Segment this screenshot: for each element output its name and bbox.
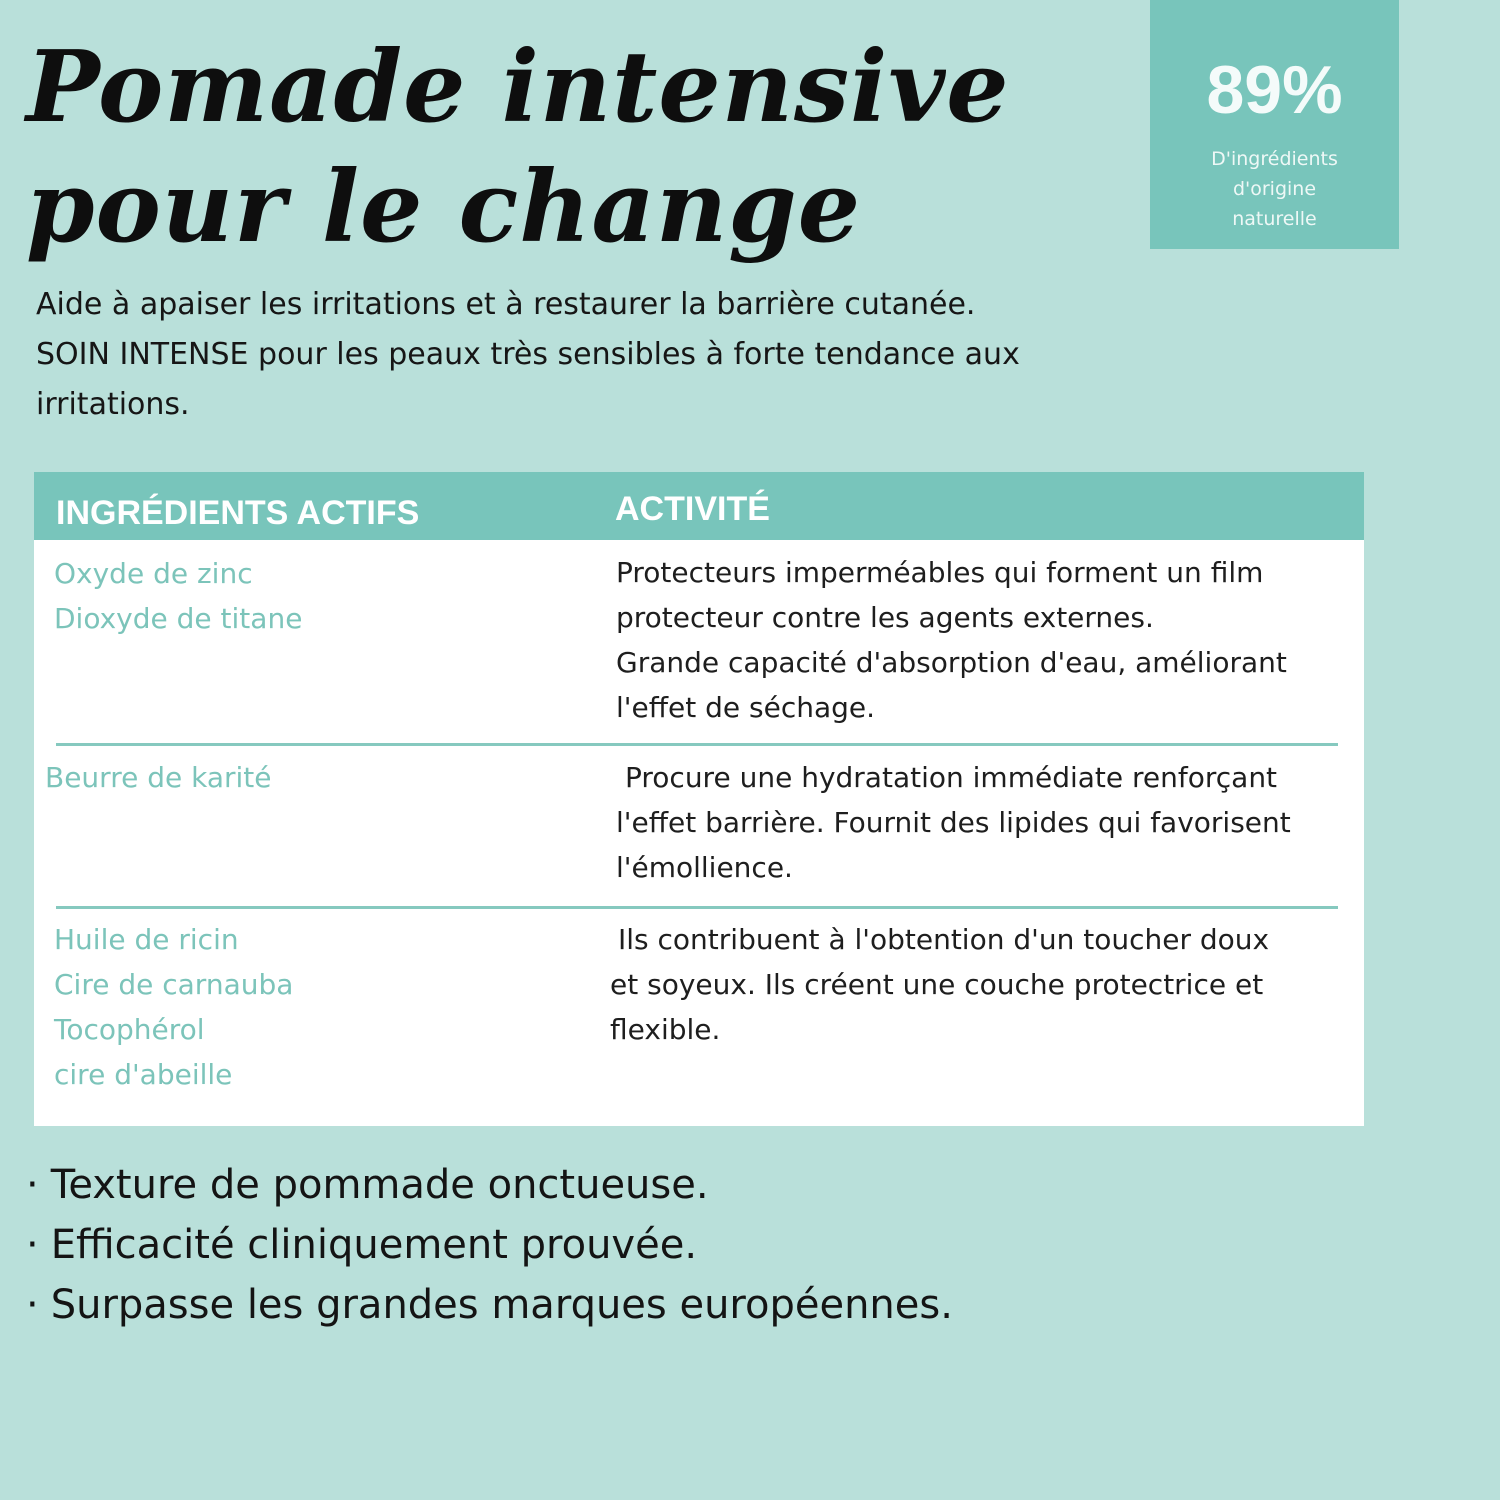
row-divider — [56, 743, 1338, 746]
header-ingredients: INGRÉDIENTS ACTIFS — [56, 494, 420, 532]
row-1-ingredients — [54, 551, 302, 641]
ingredient-item: Oxyde de zinc — [54, 557, 253, 590]
natural-ingredients-badge — [1150, 0, 1399, 249]
activity-line: l'émollience. — [616, 851, 793, 884]
row-3-ingredients — [54, 917, 293, 1097]
title-line-2: pour le change — [26, 150, 862, 265]
badge-label-line: D'ingrédients — [1211, 148, 1338, 170]
row-divider — [56, 906, 1338, 909]
active-ingredients-table — [34, 472, 1364, 1126]
activity-line: Procure une hydratation immédiate renforçant — [625, 761, 1278, 794]
activity-line: protecteur contre les agents externes. — [616, 601, 1154, 634]
badge-percentage: 89% — [1206, 52, 1343, 128]
description-line: SOIN INTENSE pour les peaux très sensibles à forte tendance aux — [36, 337, 1020, 372]
ingredient-item: Huile de ricin — [54, 923, 239, 956]
ingredient-item: Tocophérol — [54, 1013, 205, 1046]
activity-line: Protecteurs imperméables qui forment un film — [616, 556, 1264, 589]
product-description — [36, 280, 1156, 430]
ingredient-item: Cire de carnauba — [54, 968, 294, 1001]
activity-line: l'effet de séchage. — [616, 691, 876, 724]
row-3-activity — [610, 917, 1350, 1052]
badge-label-line: d'origine — [1232, 178, 1317, 200]
table-header — [34, 472, 1364, 540]
description-line: irritations. — [36, 387, 190, 422]
benefit-item: · Surpasse les grandes marques européennes. — [26, 1275, 953, 1335]
row-2-activity — [616, 755, 1356, 890]
row-2-ingredients — [45, 755, 272, 800]
description-line: Aide à apaiser les irritations et à restaurer la barrière cutanée. — [36, 287, 976, 322]
benefits-list — [26, 1155, 953, 1335]
ingredient-item: cire d'abeille — [54, 1058, 233, 1091]
benefit-item: · Efficacité cliniquement prouvée. — [26, 1215, 953, 1275]
activity-line: l'effet barrière. Fournit des lipides qui favorisent — [616, 806, 1291, 839]
ingredient-item: Beurre de karité — [45, 761, 272, 794]
activity-line: Ils contribuent à l'obtention d'un toucher doux — [618, 923, 1270, 956]
title-line-1: Pomade intensive — [26, 30, 1010, 145]
activity-line: et soyeux. Ils créent une couche protectrice et — [610, 968, 1264, 1001]
product-title — [26, 28, 1010, 268]
activity-line: Grande capacité d'absorption d'eau, améliorant — [616, 646, 1287, 679]
badge-label-line: naturelle — [1232, 208, 1317, 230]
ingredient-item: Dioxyde de titane — [54, 602, 303, 635]
activity-line: flexible. — [610, 1013, 721, 1046]
badge-label — [1150, 144, 1399, 234]
row-1-activity — [616, 550, 1356, 730]
benefit-item: · Texture de pommade onctueuse. — [26, 1155, 953, 1215]
header-activity: ACTIVITÉ — [615, 490, 770, 528]
